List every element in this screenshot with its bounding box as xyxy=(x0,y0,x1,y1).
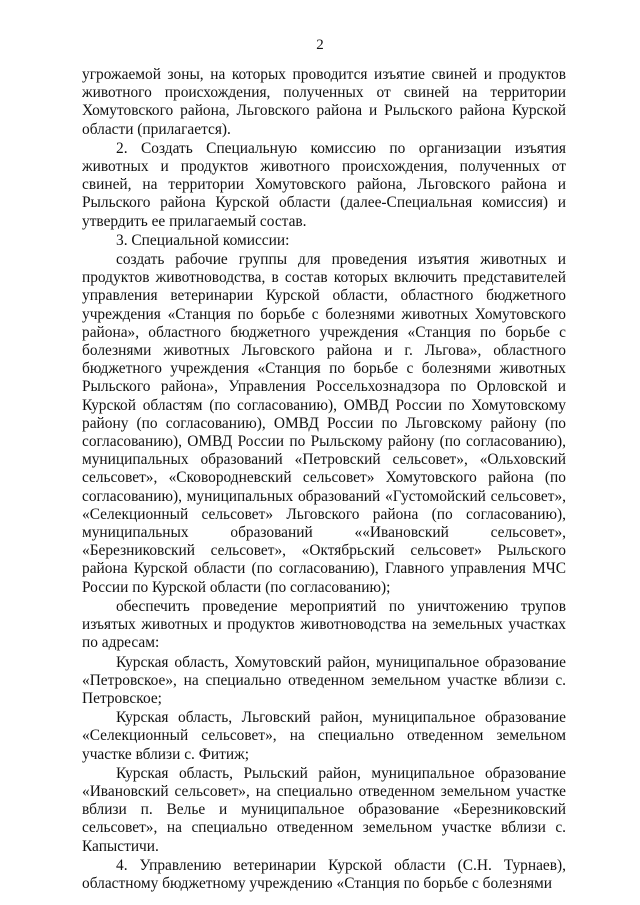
paragraph-item-4: 4. Управлению ветеринарии Курской области (С.Н. Турнаев), областному бюджетному учреждению «Станция по борьбе с болезнями xyxy=(82,856,566,892)
document-body xyxy=(82,66,566,894)
paragraph-disposal: обеспечить проведение мероприятий по уничтожению трупов изъятых животных и продуктов животноводства на земельных участках по адресам: xyxy=(82,597,566,652)
page-number: 2 xyxy=(316,37,324,53)
paragraph-item-3: 3. Специальной комиссии: xyxy=(116,231,290,249)
paragraph-working-groups: создать рабочие группы для проведения изъятия животных и продуктов животноводства, в состав которых включить представителей управления ветеринарии Курской области, областного бюджетного учреждения «Станция по борьбе с болезнями животных Хомутовского района», областного бюджетного учреждения «Станция по борьбе с болезнями животных Льговского района и г. Льгова», областного бюджетного учреждения «Станция по борьбе с болезнями животных Рыльского района», Управления Россельхознадзора по Орловской и Курской областям (по согласованию), ОМВД России по Хомутовскому району (по согласованию), ОМВД России по Льговскому району (по согласованию), ОМВД России по Рыльскому району (по согласованию), муниципальных образований «Петровский сельсовет», «Ольховский сельсовет», «Сковородневский сельсовет» Хомутовского района (по согласованию), муниципальных образований «Густомойский сельсовет», «Селекционный сельсовет» Льговского района (по согласованию), муниципальных образований ««Ивановский сельсовет», «Березниковский сельсовет», «Октябрьский сельсовет» Рыльского района Курской области (по согласованию), Главного управления МЧС России по Курской области (по согласованию); xyxy=(82,251,566,596)
paragraph-address-rylsky: Курская область, Рыльский район, муниципальное образование «Ивановский сельсовет», на специально отведенном земельном участке вблизи п. Велье и муниципальное образование «Березниковский сельсовет», на специально отведенном земельном участке вблизи с. Капыстичи. xyxy=(82,764,566,855)
paragraph-address-lgovsky: Курская область, Льговский район, муниципальное образование «Селекционный сельсовет», на специально отведенном земельном участке вблизи с. Фитиж; xyxy=(82,709,566,763)
paragraph-address-khomutovsky: Курская область, Хомутовский район, муниципальное образование «Петровское», на специально отведенном земельном участке вблизи с. Петровское; xyxy=(82,653,566,707)
paragraph-continuation: угрожаемой зоны, на которых проводится изъятие свиней и продуктов животного происхождения, полученных от свиней на территории Хомутовского района, Льговского района и Рыльского района Курской области (прилагается). xyxy=(82,66,566,138)
paragraph-item-2: 2. Создать Специальную комиссию по организации изъятия животных и продуктов животного происхождения, полученных от свиней, на территории Хомутовского района, Льговского района и Рыльского района Курской области (далее-Специальная комиссия) и утвердить ее прилагаемый состав. xyxy=(82,139,566,230)
